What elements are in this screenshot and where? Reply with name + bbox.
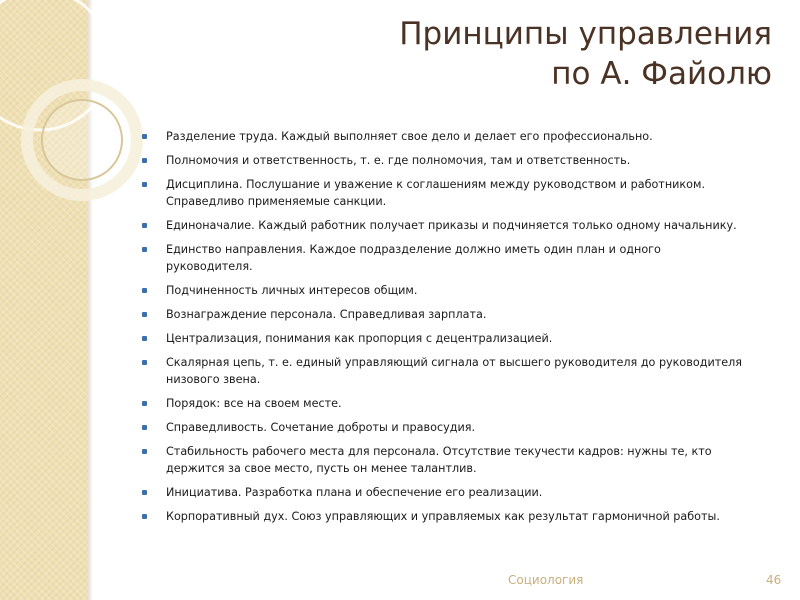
list-item bbox=[140, 176, 770, 210]
bullet-text-line-1: Централизация, понимания как пропорция с децентрализацией. bbox=[166, 332, 553, 345]
bullet-icon bbox=[142, 401, 147, 406]
bullet-icon bbox=[142, 288, 147, 293]
bullet-text-line-1: Порядок: все на своем месте. bbox=[166, 397, 342, 410]
bullet-icon bbox=[142, 514, 147, 519]
bullet-icon bbox=[142, 134, 147, 139]
list-item bbox=[140, 354, 770, 388]
bullet-text-line-1: Разделение труда. Каждый выполняет свое дело и делает его профессионально. bbox=[166, 130, 653, 143]
bullet-text-line-2: низового звена. bbox=[166, 373, 261, 386]
bullet-icon bbox=[142, 223, 147, 228]
list-item bbox=[140, 241, 770, 275]
bullet-icon bbox=[142, 360, 147, 365]
bullet-icon bbox=[142, 312, 147, 317]
panel-shadow-edge bbox=[88, 0, 93, 600]
bullet-text-line-1: Дисциплина. Послушание и уважение к соглашениям между руководством и работником. bbox=[166, 178, 706, 191]
bullet-text-line-1: Единоначалие. Каждый работник получает приказы и подчиняется только одному начальнику. bbox=[166, 219, 737, 232]
bullet-text-line-1: Единство направления. Каждое подразделение должно иметь один план и одного bbox=[166, 243, 661, 256]
list-item bbox=[140, 484, 770, 501]
slide-title bbox=[212, 14, 772, 94]
list-item bbox=[140, 508, 770, 525]
list-item bbox=[140, 443, 770, 477]
bullet-icon bbox=[142, 425, 147, 430]
bullet-text-line-2: руководителя. bbox=[166, 260, 253, 273]
title-line-2: по А. Файолю bbox=[551, 56, 772, 92]
bullet-text-line-1: Полномочия и ответственность, т. е. где полномочия, там и ответственность. bbox=[166, 154, 631, 167]
principles-list bbox=[140, 128, 770, 532]
bullet-icon bbox=[142, 247, 147, 252]
bullet-text-line-1: Корпоративный дух. Союз управляющих и управляемых как результат гармоничной работы. bbox=[166, 510, 720, 523]
footer-subject: Социология bbox=[508, 573, 584, 587]
bullet-icon bbox=[142, 336, 147, 341]
list-item bbox=[140, 282, 770, 299]
bullet-text-line-2: Справедливо применяемые санкции. bbox=[166, 195, 387, 208]
list-item bbox=[140, 306, 770, 323]
bullet-icon bbox=[142, 449, 147, 454]
bullet-text-line-1: Стабильность рабочего места для персонала. Отсутствие текучести кадров: нужны те, кто bbox=[166, 445, 712, 458]
bullet-icon bbox=[142, 158, 147, 163]
bullet-text-line-1: Вознаграждение персонала. Справедливая зарплата. bbox=[166, 308, 487, 321]
list-item bbox=[140, 152, 770, 169]
bullet-text-line-1: Подчиненность личных интересов общим. bbox=[166, 284, 418, 297]
list-item bbox=[140, 330, 770, 347]
list-item bbox=[140, 395, 770, 412]
list-item bbox=[140, 217, 770, 234]
bullet-text-line-1: Справедливость. Сочетание доброты и правосудия. bbox=[166, 421, 476, 434]
title-line-1: Принципы управления bbox=[399, 16, 772, 52]
slide-page-number: 46 bbox=[766, 573, 782, 587]
bullet-text-line-1: Скалярная цепь, т. е. единый управляющий сигнала от высшего руководителя до руководителя bbox=[166, 356, 743, 369]
bullet-icon bbox=[142, 182, 147, 187]
list-item bbox=[140, 128, 770, 145]
bullet-text-line-1: Инициатива. Разработка плана и обеспечение его реализации. bbox=[166, 486, 543, 499]
bullet-text-line-2: держится за свое место, пусть он менее талантлив. bbox=[166, 462, 477, 475]
list-item bbox=[140, 419, 770, 436]
decorative-side-panel bbox=[0, 0, 88, 600]
bullet-icon bbox=[142, 490, 147, 495]
